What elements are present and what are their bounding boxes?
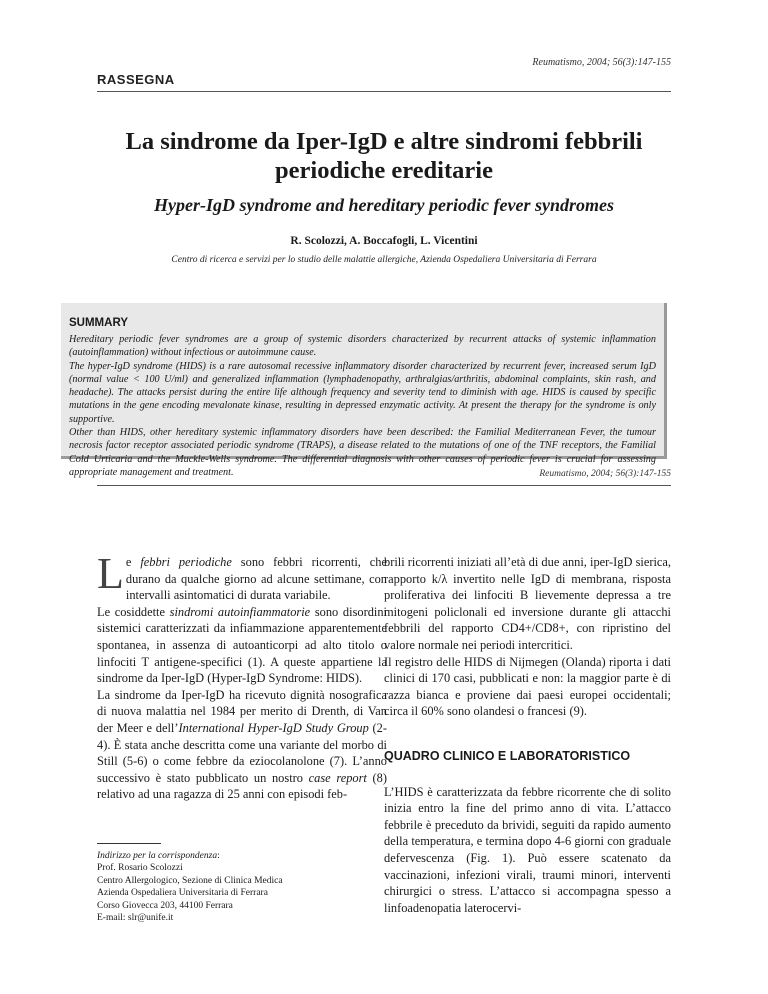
text-run: sono disordini sistemici caratterizzati da infiammazione apparentemente spontanea, in assenza di autoanticorpi ad alto titolo o linfociti T antigene-specifici (1). A queste appartiene la sindrome da Iper-IgD (Hyper-IgD Syndrome: HIDS). (97, 604, 387, 686)
footnote-email: E-mail: slr@unife.it (97, 912, 174, 923)
emphasis: sindromi autoinfiammatorie (169, 604, 311, 619)
body-column-right (384, 554, 671, 916)
summary-divider (97, 485, 671, 486)
text-run: e (125, 555, 141, 569)
article-title-line-2: periodiche ereditarie (275, 157, 493, 184)
body-paragraph-1 (97, 549, 387, 604)
summary-paragraph-1: Hereditary periodic fever syndromes are a group of systemic disorders characterized by recurrent attacks of systemic inflammation (autoinflammation) without infectious or autoimmune cause. (69, 334, 656, 359)
summary-paragraph-3: Other than HIDS, other hereditary systemic inflammatory disorders have been described: the Familial Mediterranean Fever, the tumour necrosis factor receptor associated periodic syndrome (TRAPS), a disease related to the mutations of one of the TNF receptors, the Familial Cold Urticaria and the Muckle-Wells syndrome. The differential diagnosis with other causes of periodic fever is crucial for assessing appropriate management and treatment. (69, 427, 656, 478)
authors: R. Scolozzi, A. Boccafogli, L. Vicentini (290, 235, 478, 247)
correspondence-footnote (97, 850, 387, 924)
summary-text (69, 333, 656, 479)
text-run: (8) relativo ad una ragazza di 25 anni con episodi feb- (97, 770, 388, 802)
footnote-line-1: Centro Allergologico, Sezione di Clinica Medica (97, 875, 283, 886)
body-column-left (97, 549, 388, 924)
text-run: La sindrome da Iper-IgD ha ricevuto dignità nosografica di nuova malattia nel 1984 per merito di Drenth, di Van der Meer e dell’ (97, 687, 387, 735)
body-paragraph-6: L’HIDS è caratterizzata da febbre ricorrente che di solito inizia entro la fine del primo anno di vita. L’attacco febbrile è preceduto da brividi, seguiti da rapido aumento della temperatura, e termina dopo 4-6 giorni con graduale defervescenza (Fig. 1). Può essere scatenato da vaccinazioni, infezioni virali, traumi minori, interventi chirurgici o stress. L’attacco si accompagna spesso a linfoadenopatia laterocervi- (384, 784, 671, 915)
article-subtitle: Hyper-IgD syndrome and hereditary periodic fever syndromes (154, 195, 614, 215)
body-paragraph-2 (97, 604, 387, 687)
footnote-label-text: Indirizzo per la corrispondenza (97, 850, 218, 861)
footnote-name: Prof. Rosario Scolozzi (97, 863, 183, 874)
section-heading: QUADRO CLINICO E LABORATORISTICO (384, 748, 631, 763)
summary-paragraph-2: The hyper-IgD syndrome (HIDS) is a rare autosomal recessive inflammatory disorder characterized by recurrent fever, increased serum IgD (normal value < 100 U/ml) and generalized inflammation (lymphadenopathy, arthralgias/arthritis, abdominal complaints, skin rash, and headache). The attacks persist during the entire life although frequency and severity tend to diminish with age. HIDS is caused by specific mutations in the gene encoding mevalonate kinase, resulting in depressed enzymatic activity. At present the therapy for the syndrome is only supportive. (69, 360, 656, 425)
article-title-line-1: La sindrome da Iper-IgD e altre sindromi febbrili (125, 128, 643, 155)
text-run: sono febbri ricorrenti, che durano da qualche giorno ad alcune settimane, con intervalli asintomatici di durata variabile. (125, 555, 387, 603)
footnote-line-3: Corso Giovecca 203, 44100 Ferrara (97, 900, 233, 911)
article-title (97, 127, 671, 185)
journal-citation-header: Reumatismo, 2004; 56(3):147-155 (532, 57, 671, 68)
body-paragraph-3 (97, 687, 387, 803)
footnote-line-2: Azienda Ospedaliera Universitaria di Ferrara (97, 888, 268, 899)
emphasis: febbri periodiche (140, 555, 232, 569)
section-label: RASSEGNA (97, 72, 175, 87)
summary-heading: SUMMARY (69, 317, 128, 329)
emphasis: International Hyper-IgD Study Group (178, 720, 369, 735)
footnote-divider (97, 843, 161, 844)
footnote-colon: : (217, 850, 220, 861)
affiliation: Centro di ricerca e servizi per lo studio delle malattie allergiche, Azienda Ospedaliera Universitaria di Ferrara (171, 255, 597, 265)
body-paragraph-5: Il registro delle HIDS di Nijmegen (Olanda) riporta i dati clinici di 170 casi, pubblicati e non: la maggior parte è di razza bianca e proviene dai paesi europei occidentali; circa il 60% sono olandesi o francesi (9). (384, 654, 671, 719)
footnote-label (97, 850, 387, 862)
emphasis: case report (308, 770, 367, 785)
text-run: Le cosiddette (97, 604, 170, 619)
summary-citation: Reumatismo, 2004; 56(3):147-155 (539, 469, 671, 479)
text-run: (2-4). È stata anche descritta come una variante del morbo di Still (5-6) o come febbre da eziocolanolone (7). L’anno successivo è stato pubblicato un nostro (97, 720, 388, 785)
drop-cap: L (97, 549, 124, 598)
body-paragraph-4: brili ricorrenti iniziati all’età di due anni, iper-IgD sierica, rapporto k/λ invertito nelle IgD di membrana, risposta proliferativa dei linfociti B lievemente depressa a tre mitogeni policlonali ed inversione durante gli attacchi febbrili del rapporto CD4+/CD8+, con ripristino del valore normale nei periodi intercritici. (384, 555, 671, 652)
header-divider (97, 91, 671, 92)
